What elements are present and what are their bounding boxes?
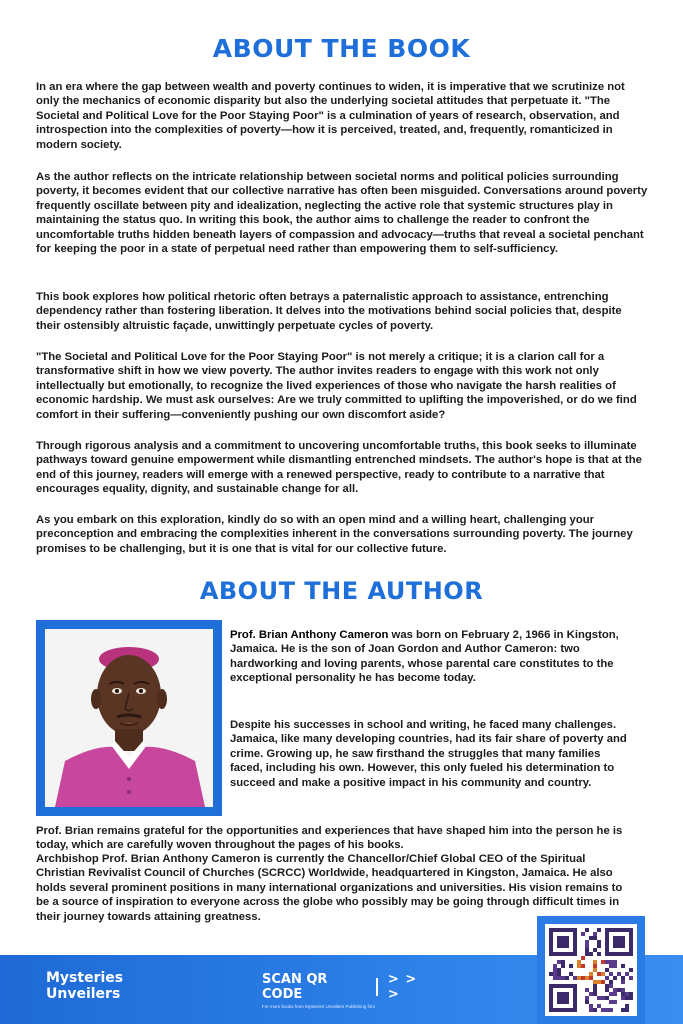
book-paragraph-2: As the author reflects on the intricate relationship between societal norms and political policies surrounding poverty, it becomes evident that our collective narrative has often been misguided. Conversations around poverty frequently oscillate between pity and idealization, neglecting the active role that systemic structures play in maintaining the status quo. In writing this book, the author aims to challenge the reader to confront the uncomfortable truths hidden beneath layers of compassion and advocacy—truths that reveal a societal penchant for keeping the poor in a state of perpetual need rather than empowering them to self-sufficiency.	[36, 171, 648, 256]
author-bio-3: Prof. Brian remains grateful for the opportunities and experiences that have shaped him into the person he is today, which are carefully woven throughout the pages of his books.	[36, 825, 623, 852]
author-photo-frame	[36, 620, 222, 816]
about-author-heading: ABOUT THE AUTHOR	[199, 577, 484, 605]
author-bio-2: Despite his successes in school and writing, he faced many challenges. Jamaica, like many developing countries, had its fair share of poverty and crime. Growing up, he saw firsthand the struggles that many families faced, including his own. However, this only fueled his determination to succeed and make a positive impact in his community and country.	[230, 719, 627, 789]
book-paragraph-4: "The Societal and Political Love for the Poor Staying Poor" is not merely a critique; it is a clarion call for a transformative shift in how we view poverty. The author invites readers to engage with this work not only intellectually but emotionally, to recognize the lived experiences of those who navigate the harsh realities of economic hardship. We must ask ourselves: Are we truly committed to uplifting the impoverished, or do we find comfort in their suffering—conveniently pushing our own discomfort aside?	[36, 351, 637, 421]
scan-qr-subtext: For more books from Mysteries Unveilers Publishing firm	[262, 1004, 376, 1009]
brand-line-2: Unveilers	[46, 986, 121, 1002]
author-name: Prof. Brian Anthony Cameron	[230, 629, 389, 641]
brand-line-1: Mysteries	[46, 970, 124, 986]
about-book-heading: ABOUT THE BOOK	[212, 34, 471, 63]
author-bio-1-text: was born on February 2, 1966 in Kingston, Jamaica. He is the son of Joan Gordon and Author Cameron: two hardworking and loving parents, whose parental care constitutes to the exceptional personality he has become today.	[230, 629, 619, 685]
arrows-icon: > > >	[387, 972, 418, 1002]
author-bio-1	[230, 628, 630, 686]
book-paragraph-6: As you embark on this exploration, kindly do so with an open mind and a willing heart, challenging your preconception and embracing the complexities inherent in the conversations surrounding poverty. The journey promises to be challenging, but it is one that is vital for our collective future.	[36, 514, 633, 555]
author-bio-4: Archbishop Prof. Brian Anthony Cameron is currently the Chancellor/Chief Global CEO of the Spiritual Christian Revivalist Council of Churches (SCRCC) Worldwide, headquartered in Kingston, Jamaica. He also holds several prominent positions in many international organizations and universities. His vision remains to be a source of inspiration to everyone across the globe who possibly may be going through difficult times in their journey towards attaining greatness.	[36, 853, 623, 923]
scan-qr-label: SCAN QR CODE	[262, 972, 328, 1002]
qr-code-icon	[549, 928, 633, 1012]
author-portrait	[45, 629, 213, 807]
book-paragraph-1: In an era where the gap between wealth and poverty continues to widen, it is imperative that we scrutinize not only the mechanics of economic disparity but also the underlying societal attitudes that perpetuate it. "The Societal and Political Love for the Poor Staying Poor" is a culmination of years of research, observation, and introspection into the complexities of poverty—how it is perceived, treated, and, frequently, romanticized in modern society.	[36, 81, 625, 151]
book-paragraph-3: This book explores how political rhetoric often betrays a paternalistic approach to assistance, entrenching dependency rather than fostering liberation. It delves into the motivations behind social policies that, despite their ostensibly altruistic façade, unwittingly perpetuate cycles of poverty.	[36, 291, 622, 332]
brand-logo-text	[46, 970, 123, 1002]
scan-divider	[376, 978, 378, 996]
book-paragraph-5: Through rigorous analysis and a commitment to uncovering uncomfortable truths, this book seeks to illuminate pathways toward genuine empowerment while dismantling entrenched mindsets. The author's hope is that at the end of this journey, readers will emerge with a renewed perspective, ready to contribute to a narrative that encourages equality, dignity, and sustainable change for all.	[36, 440, 642, 496]
scan-qr-block	[262, 972, 432, 1009]
qr-code[interactable]	[537, 916, 645, 1024]
